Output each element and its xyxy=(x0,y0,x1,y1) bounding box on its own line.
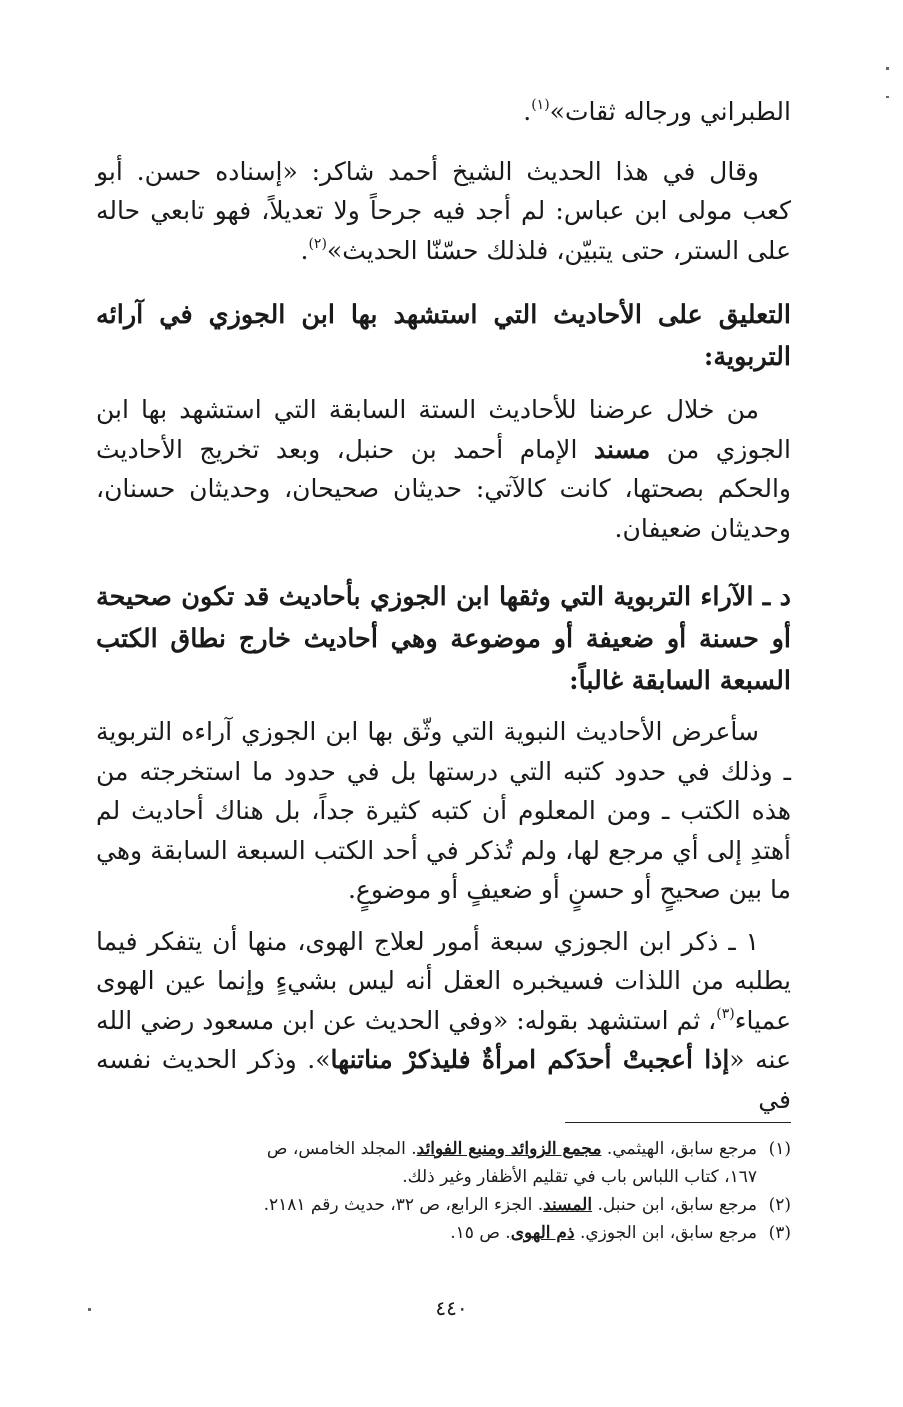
paragraph-5-pre: ١ ـ ذكر ابن الجوزي سبعة أمور لعلاج الهوى، منها أن يتفكر فيما يطلبه من اللذات فسيخبره العقل أنه ليس بشيءٍ وإنما عين الهوى عمياء xyxy=(96,926,791,1035)
footnote-3-title: ذم الهوى xyxy=(510,1223,575,1243)
footnote-1-title: مجمع الزوائد ومنبع الفوائد xyxy=(416,1139,602,1159)
footnote-ref-2[interactable]: (٢) xyxy=(308,235,327,252)
scan-speck xyxy=(88,1308,91,1311)
footnote-2-post: . الجزء الرابع، ص ٣٢، حديث رقم ٢١٨١. xyxy=(263,1195,544,1215)
paragraph-1-text: الطبراني ورجاله ثقات» xyxy=(549,97,791,126)
footnote-2-pre: مرجع سابق، ابن حنبل. xyxy=(597,1195,757,1215)
footnote-3-post: . ص ١٥. xyxy=(450,1223,511,1243)
paragraph-3-pre: من خلال عرضنا للأحاديث الستة السابقة التي استشهد بها ابن الجوزي من xyxy=(96,395,791,464)
footnote-3-number: (٣) xyxy=(768,1223,791,1243)
footnote-2 xyxy=(96,1191,791,1219)
section-heading-commentary: التعليق على الأحاديث التي استشهد بها ابن الجوزي في آرائه التربوية: xyxy=(96,300,791,372)
footnote-1 xyxy=(96,1135,791,1163)
footnote-3-pre: مرجع سابق، ابن الجوزي. xyxy=(579,1223,757,1243)
paragraph-5 xyxy=(96,922,791,1120)
footnote-ref-3[interactable]: (٣) xyxy=(716,1005,735,1022)
paragraph-3 xyxy=(96,390,791,548)
paragraph-2-text: وقال في هذا الحديث الشيخ أحمد شاكر: «إسناده حسن. أبو كعب مولى ابن عباس: لم أجد فيه جرحاً ولا تعديلاً، فهو تابعي حاله على الستر، حتى يتبيّن، فلذلك حسّنّا الحديث» xyxy=(96,156,791,265)
footnote-1-pre: مرجع سابق، الهيثمي. xyxy=(606,1139,757,1159)
section-heading-d: د ـ الآراء التربوية التي وثقها ابن الجوزي بأحاديث قد تكون صحيحة أو حسنة أو ضعيفة أو موضوعة وهي أحاديث خارج نطاق الكتب السبعة السابقة غالباً: xyxy=(96,582,791,696)
footnote-2-number: (٢) xyxy=(768,1195,791,1215)
paragraph-3-post: الإمام أحمد بن حنبل، وبعد تخريج الأحاديث والحكم بصحتها، كانت كالآتي: حديثان صحيحان، وحديثان حسنان، وحديثان ضعيفان. xyxy=(96,434,791,543)
book-title-musnad: مسند xyxy=(593,434,651,464)
footnote-1-continuation: ١٦٧، كتاب اللباس باب في تقليم الأظفار وغير ذلك. xyxy=(402,1167,757,1187)
footnote-3 xyxy=(96,1219,791,1247)
paragraph-5-mid: ، ثم استشهد بقوله: «وفي الحديث عن ابن مسعود رضي الله عنه « xyxy=(96,1005,791,1074)
scan-speck xyxy=(886,67,889,70)
hadith-quote: إذا أعجبتْ أحدَكم امرأةٌ فليذكرْ مناتنها xyxy=(330,1045,730,1074)
footnote-1-number: (١) xyxy=(768,1139,791,1159)
paragraph-4: سأعرض الأحاديث النبوية التي وثّق بها ابن الجوزي آراءه التربوية ـ وذلك في حدود كتبه التي درستها بل في حدود ما استخرجته من هذه الكتب ـ ومن المعلوم أن كتبه كثيرة جداً، بل هناك أحاديث لم أهتدِ إلى أي مرجع لها، ولم تُذكر في أحد الكتب السبعة السابقة وهي ما بين صحيحٍ أو حسنٍ أو ضعيفٍ أو موضوعٍ. xyxy=(96,717,791,904)
paragraph-2 xyxy=(96,152,791,271)
footnote-1-post: . المجلد الخامس، ص xyxy=(266,1139,417,1159)
paragraph-1 xyxy=(96,92,791,132)
footnote-ref-1[interactable]: (١) xyxy=(531,97,550,113)
footnote-2-title: المسند xyxy=(543,1195,593,1215)
footnote-separator xyxy=(565,1122,791,1123)
page-body xyxy=(96,92,791,1119)
scan-speck xyxy=(886,96,889,98)
page-number: ٤٤٠ xyxy=(435,1296,468,1320)
paragraph-2-end: . xyxy=(300,235,309,265)
footnotes xyxy=(96,1135,791,1247)
paragraph-5-post: ». وذكر الحديث نفسه في xyxy=(96,1045,791,1114)
paragraph-1-end: . xyxy=(523,97,532,126)
